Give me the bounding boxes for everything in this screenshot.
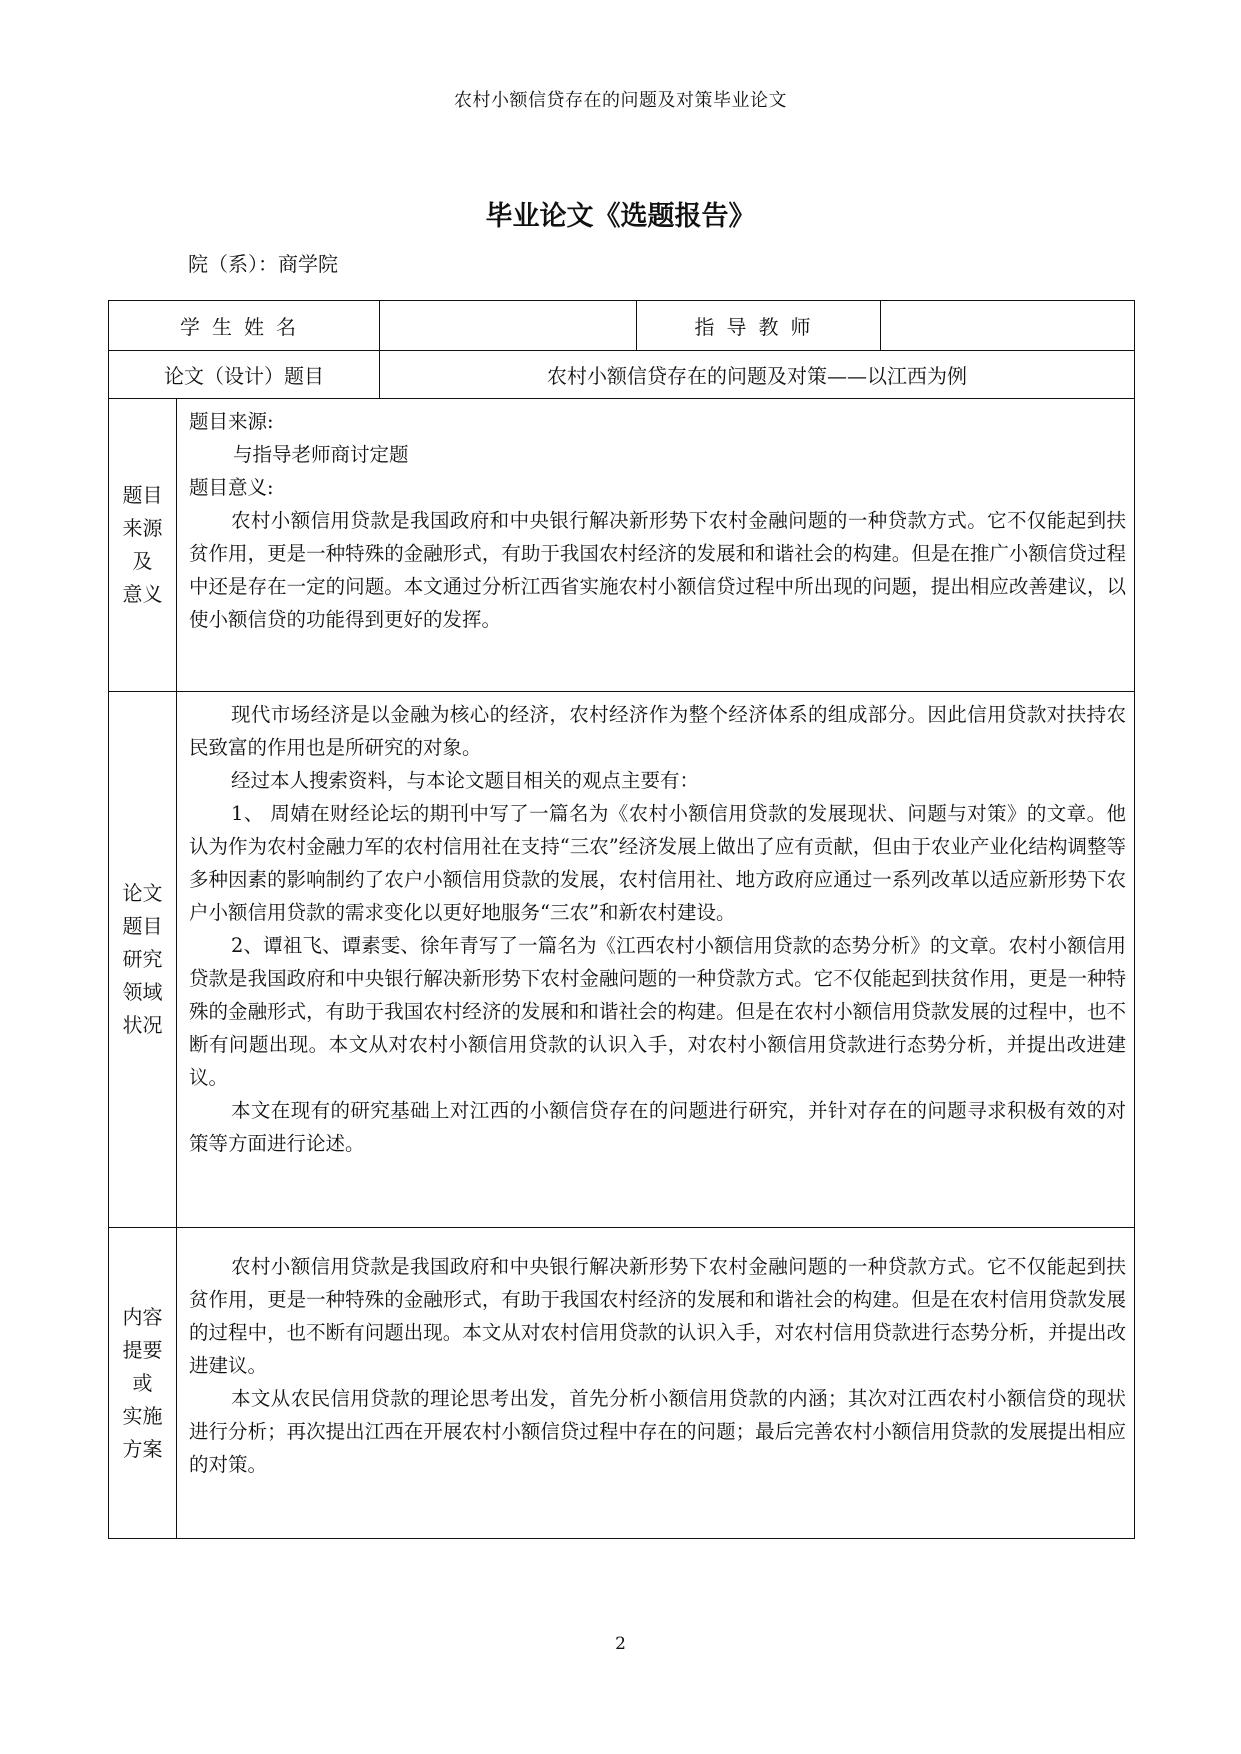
section-research-status [109,692,1135,1228]
topic-value: 农村小额信贷存在的问题及对策——以江西为例 [380,351,1135,399]
section3-label: 内容 提要 或 实施 方案 [109,1228,177,1539]
research-paragraph: 本文在现有的研究基础上对江西的小额信贷存在的问题进行研究，并针对存在的问题寻求积极有效的对策等方面进行论述。 [189,1099,1126,1155]
topic-label: 论文（设计）题目 [109,351,380,399]
research-paragraph: 经过本人搜索资料，与本论文题目相关的观点主要有： [231,769,700,792]
summary-paragraph: 农村小额信用贷款是我国政府和中央银行解决新形势下农村金融问题的一种贷款方式。它不仅能起到扶贫作用，更是一种特殊的金融形式，有助于我国农村经济的发展和和谐社会的构建。但是在农村信用贷款发展的过程中，也不断有问题出现。本文从对农村信用贷款的认识入手，对农村信用贷款进行态势分析，并提出改进建议。 [189,1255,1126,1377]
page-number: 2 [615,1634,626,1654]
section3-content [177,1228,1135,1539]
research-paragraph: 现代市场经济是以金融为核心的经济，农村经济作为整个经济体系的组成部分。因此信用贷款对扶持农民致富的作用也是所研究的对象。 [189,703,1126,759]
student-row [109,301,1135,351]
student-name-value [380,301,637,351]
summary-paragraph: 本文从农民信用贷款的理论思考出发，首先分析小额信用贷款的内涵；其次对江西农村小额信贷的现状进行分析；再次提出江西在开展农村小额信贷过程中存在的问题；最后完善农村小额信用贷款的发展提出相应的对策。 [189,1387,1126,1476]
section2-content [177,692,1135,1228]
student-name-label: 学生姓名 [109,301,380,351]
section-summary-plan [109,1228,1135,1539]
research-paragraph: 1、 周婧在财经论坛的期刊中写了一篇名为《农村小额信用贷款的发展现状、问题与对策》的文章。他认为作为农村金融力军的农村信用社在支持“三农”经济发展上做出了应有贡献，但由于农业产业化结构调整等多种因素的影响制约了农户小额信用贷款的发展，农村信用社、地方政府应通过一系列改革以适应新形势下农户小额信用贷款的需求变化以更好地服务“三农”和新农村建设。 [189,802,1126,924]
section1-label: 题目 来源 及 意义 [109,399,177,692]
topic-row [109,351,1135,399]
report-table [108,300,1135,1539]
research-paragraph: 2、谭祖飞、谭素雯、徐年青写了一篇名为《江西农村小额信用贷款的态势分析》的文章。农村小额信用贷款是我国政府和中央银行解决新形势下农村金融问题的一种贷款方式。它不仅能起到扶贫作用，更是一种特殊的金融形式，有助于我国农村经济的发展和和谐社会的构建。但是在农村小额信用贷款发展的过程中，也不断有问题出现。本文从对农村小额信用贷款的认识入手，对农村小额信用贷款进行态势分析，并提出改进建议。 [189,934,1126,1089]
section1-content [177,399,1135,692]
significance-text: 农村小额信用贷款是我国政府和中央银行解决新形势下农村金融问题的一种贷款方式。它不仅能起到扶贫作用，更是一种特殊的金融形式，有助于我国农村经济的发展和和谐社会的构建。但是在推广小额信贷过程中还是存在一定的问题。本文通过分析江西省实施农村小额信贷过程中所出现的问题，提出相应改善建议，以使小额信贷的功能得到更好的发挥。 [189,509,1126,631]
document-title: 毕业论文《选题报告》 [485,201,756,232]
source-heading: 题目来源: [189,410,274,433]
source-text: 与指导老师商讨定题 [233,443,409,466]
advisor-label: 指导教师 [637,301,881,351]
section2-label: 论文 题目 研究 领域 状况 [109,692,177,1228]
running-header: 农村小额信贷存在的问题及对策毕业论文 [454,90,787,111]
section-source-significance [109,399,1135,692]
significance-heading: 题目意义: [189,476,274,499]
department-line: 院（系）：商学院 [188,252,338,276]
advisor-value [881,301,1135,351]
